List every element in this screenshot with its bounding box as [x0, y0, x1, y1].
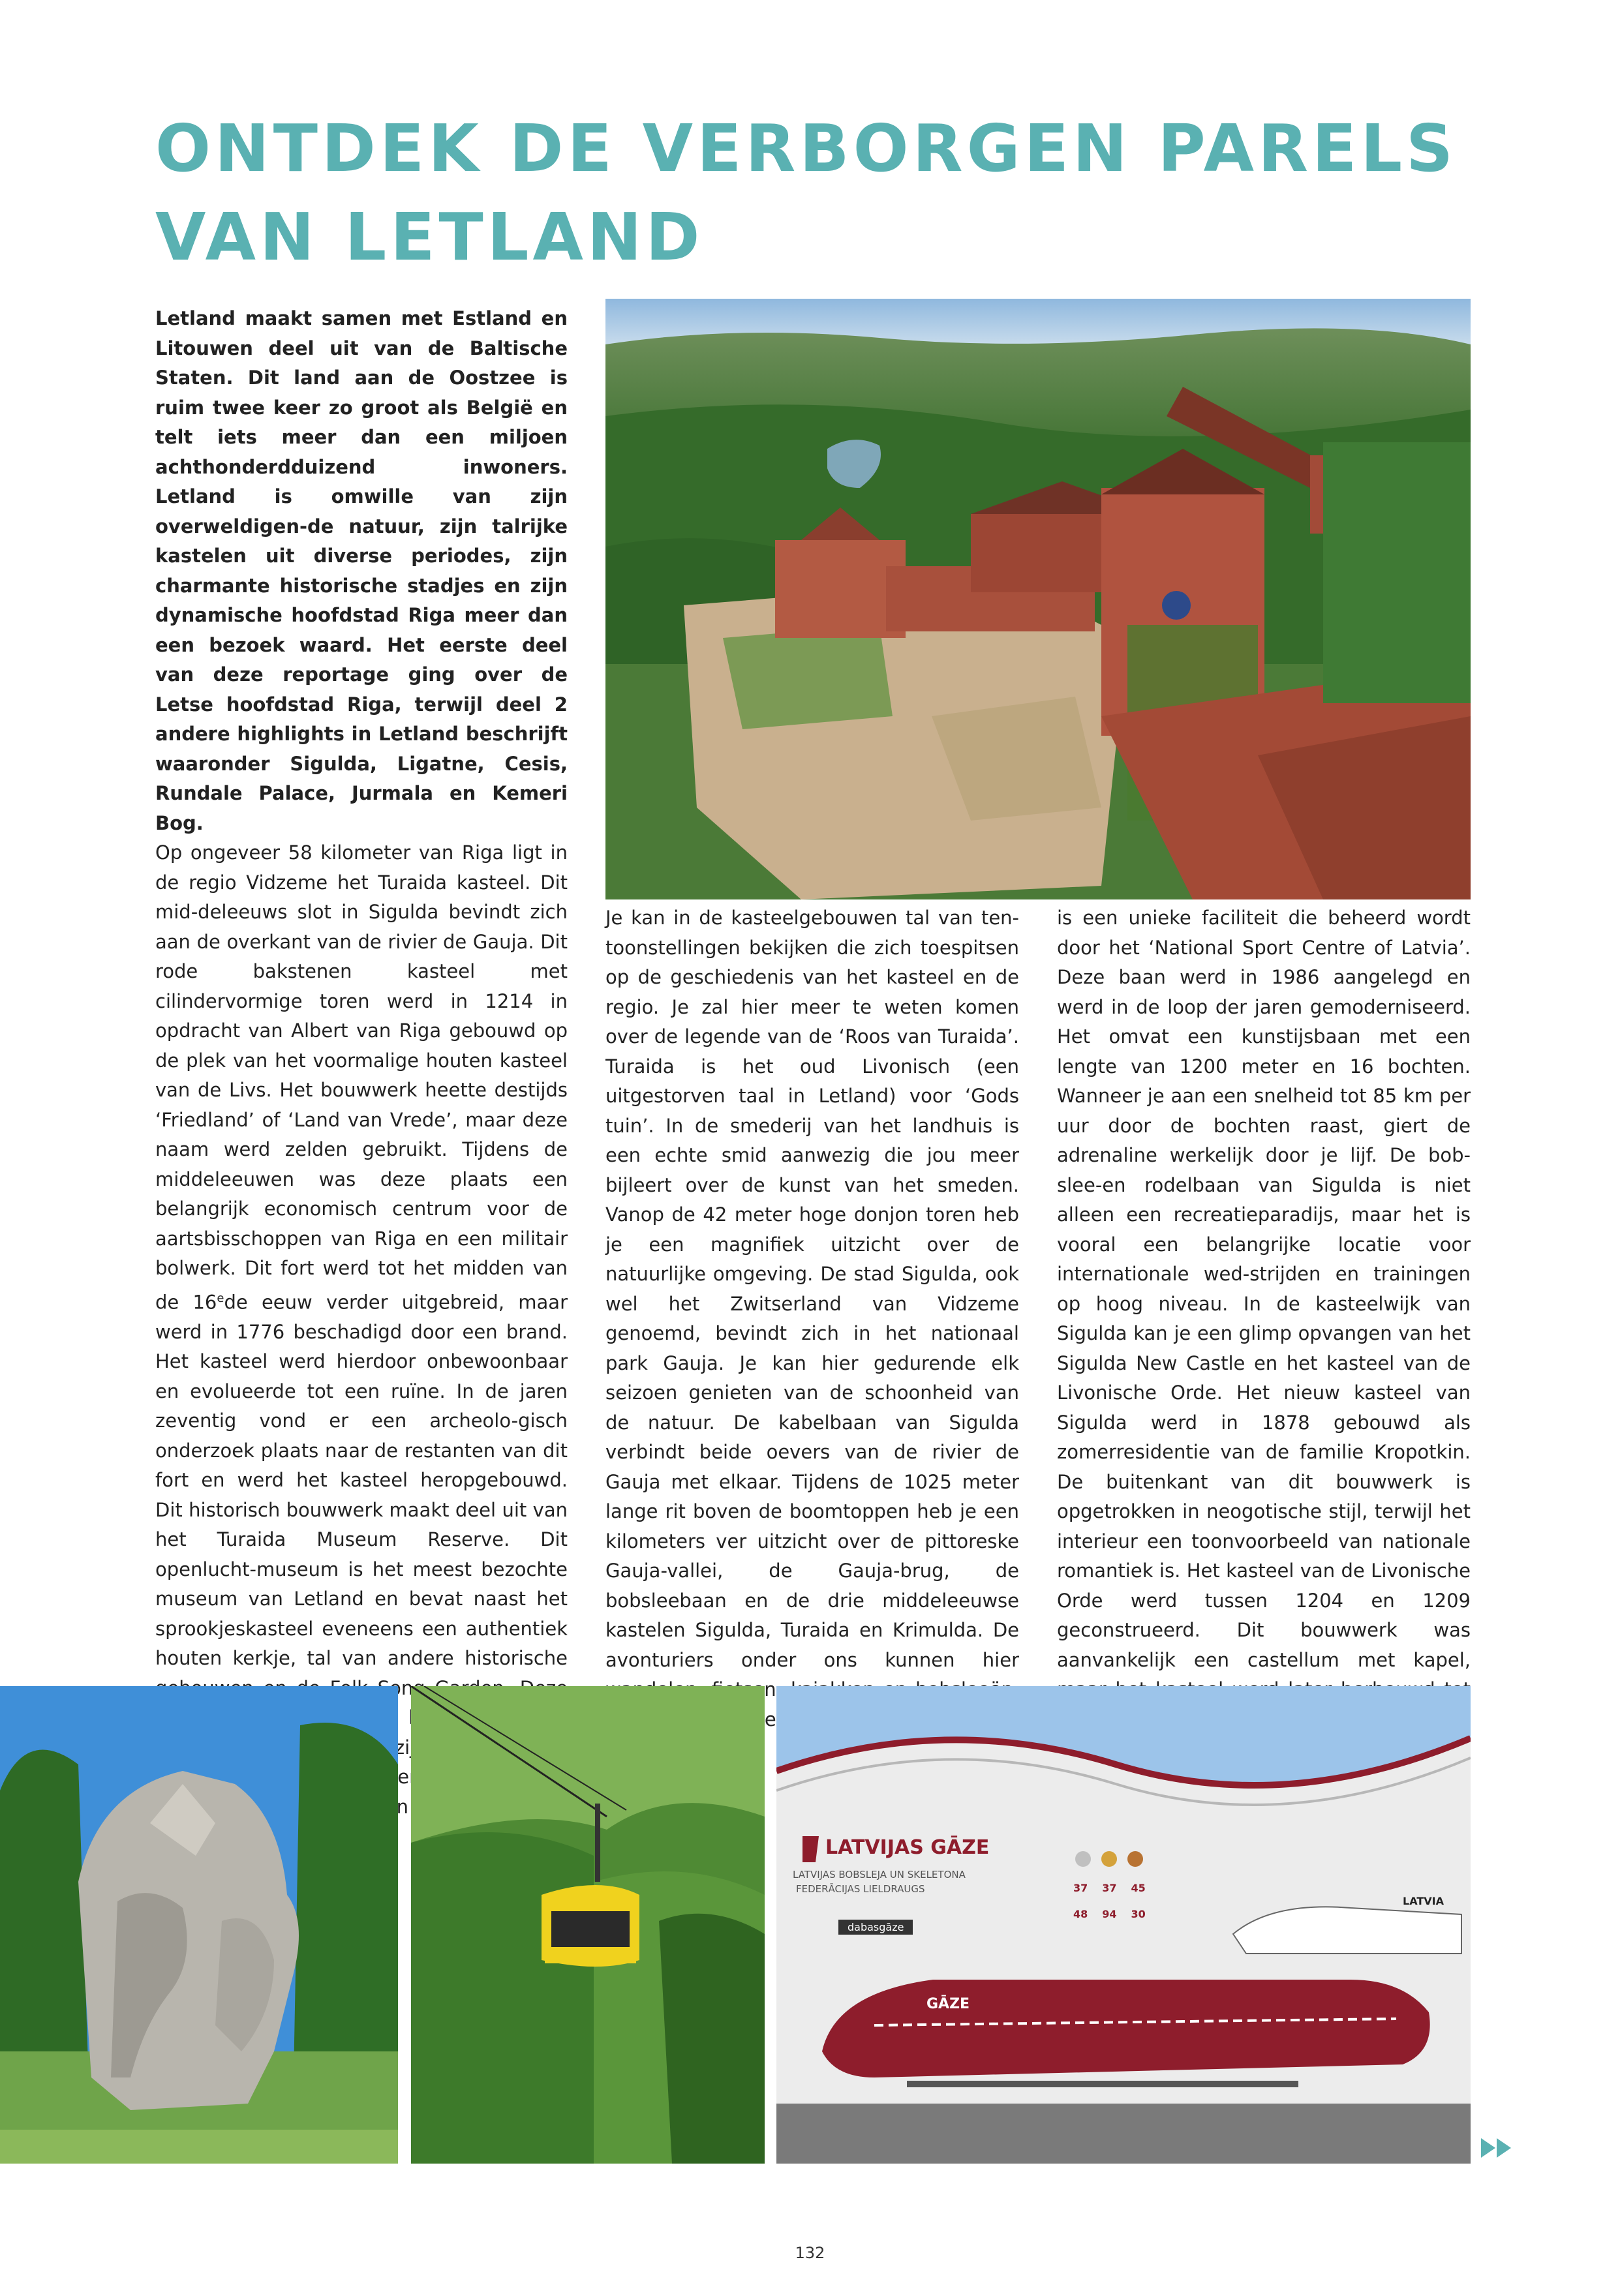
turaida-castle-photo — [605, 299, 1471, 899]
body-paragraph-2: Je kan in de kasteelgebouwen tal van ten-toonstellingen bekijken die zich toespitsen op de geschiedenis van het kasteel en de regio. Je zal hier meer te weten komen over de legende van de ‘Roos van Turaida’. Turaida is het oud Livonisch (een uitgestorven taal in Letland) voor ‘Gods tuin’. In de smederij van het landhuis is een echte smid aanwezig die jou meer bijleert over de kunst van het smeden. Vanop de 42 meter hoge donjon toren heb je een magnifiek uitzicht over de natuurlijke omgeving. De stad Sigulda, ook wel het Zwitserland van Vidzeme genoemd, bevindt zich in het nationaal park Gauja. Je kan hier gedurende elk seizoen genieten van de schoonheid van de natuur. De kabelbaan van Sigulda verbindt beide oevers van de rivier de Gauja met elkaar. Tijdens de 1025 meter lange rit boven de boomtoppen heb je een kilometers ver uitzicht over de pittoreske Gauja-vallei, de Gauja-brug, de bobsleebaan en de drie middeleeuwse kastelen Sigulda, Turaida en Krimulda. De avonturiers onder ons kunnen hier bobslee-en — [605, 907, 1019, 1730]
article-title — [155, 104, 1499, 282]
text-column-3 — [1057, 903, 1471, 1764]
body-paragraph-1 — [155, 838, 568, 1822]
bobsled-brand-label: LATVIJAS GĀZE — [825, 1836, 990, 1859]
next-page-arrow-icon — [1481, 2138, 1512, 2158]
sculpture-garden-photo — [0, 1686, 398, 2164]
medal-count: 37 — [1073, 1882, 1088, 1894]
body-text-part-1: Op ongeveer 58 kilometer van Riga ligt in de regio Vidzeme het Turaida kasteel. Dit mid-deleeuws slot in Sigulda bevindt zich aan de overkant van de rivier de Gauja. Dit rode bakstenen kasteel met cilindervormige toren werd in 1214 in opdracht van Albert van Riga gebouwd op de plek van het voormalige houten kasteel van de Livs. Het bouwwerk heette destijds ‘Friedland’ of ‘Land van Vrede’, maar deze naam werd zelden gebruikt. Tijdens de middeleeuwen was deze plaats een belangrijk economisch centrum voor de aartsbisschoppen van Riga en een militair bolwerk. Dit fort werd tot het midden van de 16 — [155, 841, 568, 1314]
medal-count: 94 — [1102, 1908, 1117, 1920]
text-column-1 — [155, 304, 568, 1822]
ordinal-superscript: e — [217, 1291, 224, 1305]
cable-car-photo — [411, 1686, 765, 2164]
medal-count: 45 — [1131, 1882, 1146, 1894]
bobsled-tag-label: dabasgāze — [838, 1920, 913, 1935]
intro-paragraph: Letland maakt samen met Estland en Litouwen deel uit van de Baltische Staten. Dit land aan de Oostzee is ruim twee keer zo groot als België en telt iets meer dan een miljoen achthonderdduizend inwoners. Letland is omwille van zijn overweldigen-de natuur, zijn talrijke kastelen uit diverse periodes, zijn charmante historische stadjes en zijn dynamische hoofdstad Riga meer dan een bezoek waard. Het eerste deel van deze reportage ging over de Letse hoofdstad Riga, terwijl deel 2 andere highlights in Letland beschrijft waaronder Sigulda, Ligatne, Cesis, Rundale Palace, Jurmala en Kemeri Bog. — [155, 307, 568, 834]
medal-count: 48 — [1073, 1908, 1088, 1920]
bobsled-federation-line-2: FEDERĀCIJAS LIELDRAUGS — [796, 1883, 925, 1895]
medal-counts-row-2 — [1073, 1908, 1146, 1920]
medal-count: 37 — [1102, 1882, 1117, 1894]
bobsled-exhibit-photo — [776, 1686, 1471, 2164]
title-line-1: ONTDEK DE VERBORGEN PARELS — [155, 110, 1458, 187]
bobsled-federation-line-1: LATVIJAS BOBSLEJA UN SKELETONA — [793, 1869, 966, 1881]
body-text-part-2: de eeuw verder uitgebreid, maar werd in 1776 beschadigd door een brand. Het kasteel werd hierdoor onbewoonbaar en evolueerde tot een ruïne. In de jaren zeventig vond er een archeolo-gisch onderzoek plaats naar de restanten van dit fort en werd het kasteel heropgebouwd. Dit historisch bouwwerk maakt deel uit van het Turaida Museum Reserve. Dit openlucht-museum is het meest bezochte museum van Letland en bevat naast het sprookjeskasteel eveneens een authentiek houten kerkje, tal van andere historische Song zijn — [155, 1291, 568, 1759]
text-column-2 — [605, 903, 1019, 1734]
body-paragraph-3: is een unieke faciliteit die beheerd wordt door het ‘National Sport Centre of Latvia’. Deze baan werd in 1986 aangelegd en werd in de loop der jaren gemoderniseerd. Het omvat een kunstijsbaan met een lengte van 1200 meter en 16 bochten. Wanneer je aan een snelheid tot 85 km per uur door de bochten raast, giert de adrenaline werkelijk door je lijf. De bob-slee-en rodelbaan van Sigulda is niet alleen een recreatieparadijs, maar het is vooral een belangrijke locatie voor internationale wed-strijden en trainingen op hoog niveau. In de kasteelwijk van Sigulda kan je een glimp opvangen van het Sigulda New Castle en het kasteel van de Livonische Orde. Het nieuw kasteel van Sigulda werd in 1878 gebouwd als zomerresidentie van de familie Kropotkin. De buitenkant van dit bouwwerk is opgetrokken in neogotische stijl, terwijl het interieur een toonvoorbeeld van nationale romantiek is. Het kasteel van de Livonische Orde werd tussen 1204 en 1209 geconstrueerd. Dit bouwwerk was aanvankelijk een castellum met kapel, — [1057, 907, 1471, 1671]
sled-lettering: GĀZE — [926, 1996, 970, 2012]
sled-2-lettering: LATVIA — [1403, 1895, 1444, 1907]
title-line-2: VAN LETLAND — [155, 199, 704, 275]
page-number: 132 — [795, 2244, 825, 2262]
medal-count: 30 — [1131, 1908, 1146, 1920]
medal-counts-row-1 — [1073, 1882, 1146, 1894]
